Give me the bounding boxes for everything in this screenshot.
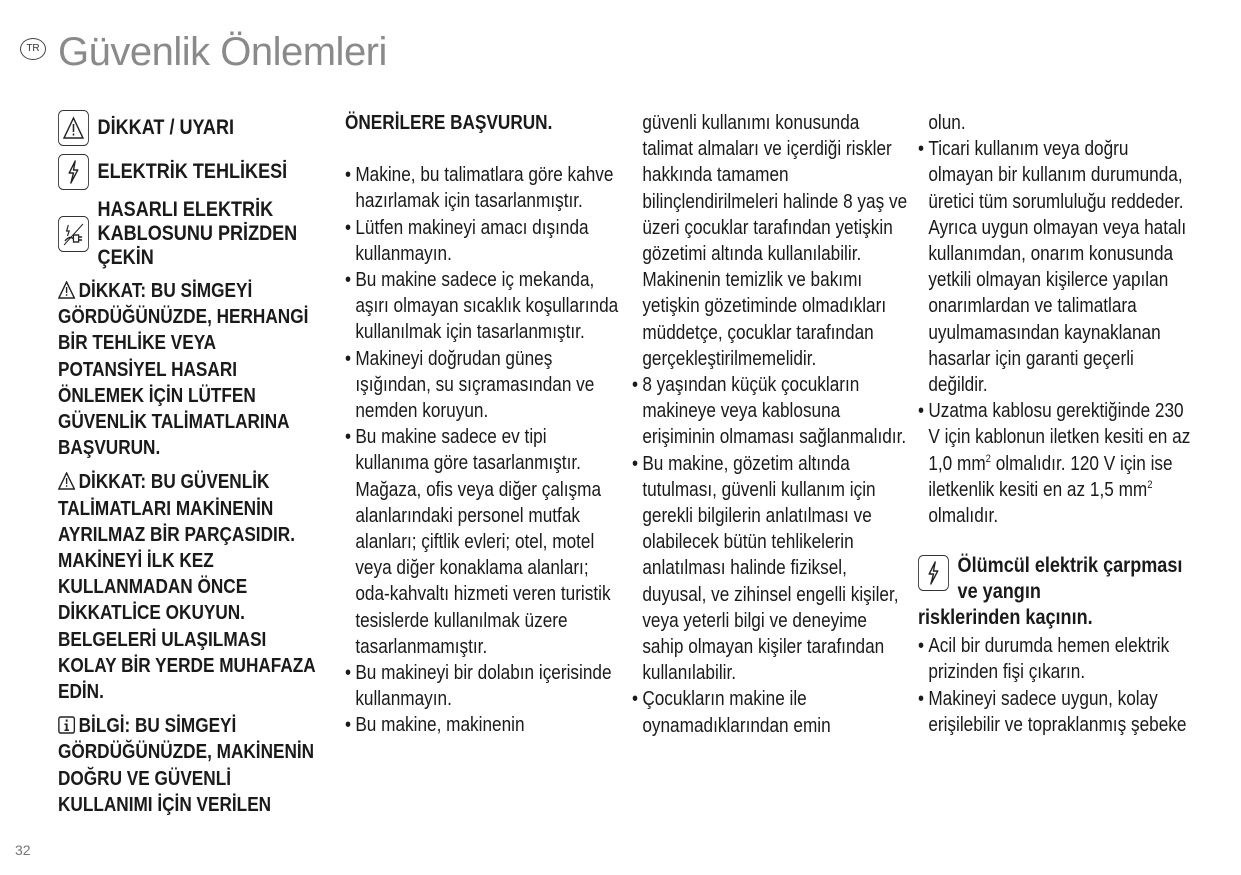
list-item: • 8 yaşından küçük çocukların makineye veya kablosuna erişiminin olmaması sağlanmalıdır. [632, 372, 907, 451]
column-4 [918, 110, 1193, 738]
column-2 [345, 110, 620, 739]
info-paragraph [58, 713, 325, 818]
lightning-bolt-icon [58, 154, 89, 190]
warning-heading-tail: risklerinden kaçının. [918, 606, 1093, 630]
list-item: • Lütfen makineyi amacı dışında kullanmayın. [345, 215, 620, 267]
list-item: • Bu makine, gözetim altında tutulması, güvenli kullanım için gerekli bilgilerin anlatılması ve olabilecek bütün tehlikelerin anlatılması halinde fiziksel, duyusal, ve zihinsel engelli kişiler, veya yeterli bilgi ve deneyime sahip olmayan kişiler tarafından kullanılabilir. [632, 451, 907, 687]
continued-text: güvenli kullanımı konusunda talimat almaları ve içerdiği riskler hakkında tamamen bilinçlendirilmeleri halinde 8 yaş ve üzeri çocuklar tarafından yetişkin gözetimi altında kullanılabilir. Makinenin temizlik ve bakımı yetişkin gözetiminde olmadıkları müddetçe, çocuklar tarafından gerçekleştirilmemelidir. [642, 112, 908, 370]
info-icon [58, 716, 75, 734]
list-item: • Çocukların makine ile oynamadıklarından emin [632, 686, 907, 738]
unplug-cable-icon [58, 216, 89, 252]
warning-heading-text: Ölümcül elektrik çarpması ve yangın [957, 554, 1183, 604]
bullet-list-col4-bottom [918, 633, 1193, 738]
continued-text: olun. [928, 112, 966, 134]
caution-paragraph [58, 278, 325, 461]
list-item: • Bu makine sadece ev tipi kullanıma göre tasarlanmıştır. Mağaza, ofis veya diğer çalışma alanlarındaki personel mutfak alanları; çiftlik evleri; otel, motel veya diğer konaklama alanları; oda-kahvaltı hizmeti veren turistik tesislerde kullanılmak üzere tasarlanmamıştır. [345, 424, 620, 660]
page-title: Güvenlik Önlemleri [58, 30, 387, 74]
warning-triangle-small-icon [58, 472, 75, 490]
lightning-bolt-icon [918, 555, 949, 591]
bullet-list-col3 [632, 372, 907, 739]
integral-part-paragraph [58, 469, 325, 705]
list-item: • Makineyi sadece uygun, kolay erişilebilir ve topraklanmış şebeke [918, 686, 1193, 738]
refer-recommendations: ÖNERİLERE BAŞVURUN. [345, 112, 553, 134]
bullet-list-col4-top [918, 136, 1193, 529]
column-3 [632, 110, 907, 739]
unplug-label: HASARLI ELEKTRİK KABLOSUNU PRİZDEN ÇEKİN [97, 198, 298, 269]
electric-shock-warning-heading [918, 553, 1193, 605]
list-item: • Bu makine, makinenin [345, 712, 620, 738]
list-item: • Makine, bu talimatlara göre kahve hazırlamak için tasarlanmıştır. [345, 162, 620, 214]
superscript: 2 [1147, 478, 1153, 491]
bullet-list-col2 [345, 162, 620, 738]
list-item: • Bu makine sadece iç mekanda, aşırı olmayan sıcaklık koşullarında kullanılmak için tasarlanmıştır. [345, 267, 620, 346]
warning-triangle-small-icon [58, 281, 75, 299]
warning-triangle-icon [58, 110, 89, 146]
caution-legend [58, 110, 325, 146]
list-item [918, 398, 1193, 529]
caution-label: DİKKAT / UYARI [97, 116, 235, 139]
extension-cable-text-b: olmalıdır. 120 V için ise iletkenlik kesiti en az 1,5 mm [928, 452, 1173, 501]
list-item: • Makineyi doğrudan güneş ışığından, su sıçramasından ve nemden koruyun. [345, 346, 620, 425]
extension-cable-text-a: Uzatma kablosu gerektiğinde 230 V için kablonun iletken kesiti en az 1,0 mm [928, 400, 1191, 475]
list-item: • Ticari kullanım veya doğru olmayan bir kullanım durumunda, üretici tüm sorumluluğu reddeder. Ayrıca uygun olmayan veya hatalı kullanımdan, onarım konusunda yetkili olmayan kişilerce yapılan onarımlardan ve talimatlara uyulmamasından kaynaklanan hasarlar için garanti geçerli değildir. [918, 136, 1193, 398]
unplug-legend [58, 198, 325, 270]
info-paragraph-text: BİLGİ: BU SİMGEYİ GÖRDÜĞÜNÜZDE, MAKİNENİN DOĞRU VE GÜVENLİ KULLANIMI İÇİN VERİLEN [58, 715, 315, 816]
list-item: • Bu makineyi bir dolabın içerisinde kullanmayın. [345, 660, 620, 712]
extension-cable-text-c: olmalıdır. [928, 505, 999, 528]
electric-hazard-label: ELEKTRİK TEHLİKESİ [97, 160, 288, 183]
page-number: 32 [15, 842, 31, 858]
language-badge: TR [20, 38, 46, 60]
electric-legend [58, 154, 325, 190]
list-item: • Acil bir durumda hemen elektrik prizinden fişi çıkarın. [918, 633, 1193, 685]
column-1 [58, 110, 325, 826]
integral-part-text: DİKKAT: BU GÜVENLİK TALİMATLARI MAKİNENİN AYRILMAZ BİR PARÇASIDIR. MAKİNEYİ İLK KEZ KULLANMADAN ÖNCE DİKKATLİCE OKUYUN. BELGELERİ ULAŞILMASI KOLAY BİR YERDE MUHAFAZA EDİN. [58, 471, 316, 704]
caution-paragraph-text: DİKKAT: BU SİMGEYİ GÖRDÜĞÜNÜZDE, HERHANGİ BİR TEHLİKE VEYA POTANSİYEL HASARI ÖNLEMEK İÇİN LÜTFEN GÜVENLİK TALİMATLARINA BAŞVURUN. [58, 280, 309, 460]
superscript: 2 [985, 452, 991, 465]
